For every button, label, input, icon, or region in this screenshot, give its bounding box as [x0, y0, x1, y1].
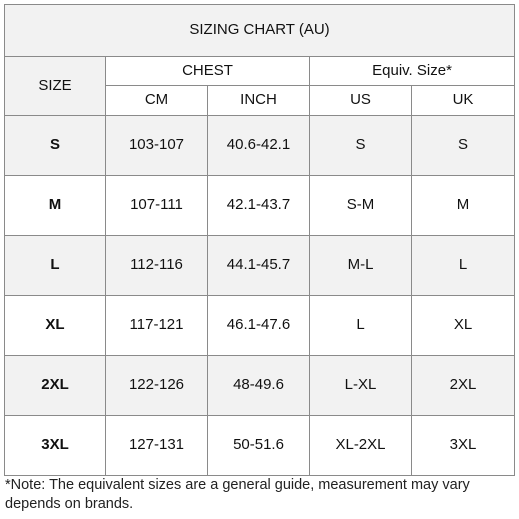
- size-cell: 3XL: [5, 416, 106, 476]
- chest-group-header: CHEST: [106, 57, 310, 86]
- cm-column-header: CM: [106, 86, 208, 116]
- uk-cell: XL: [412, 296, 515, 356]
- us-cell: S-M: [310, 176, 412, 236]
- size-cell: XL: [5, 296, 106, 356]
- table-row: [5, 116, 515, 176]
- equiv-size-group-header: Equiv. Size*: [310, 57, 515, 86]
- us-column-header: US: [310, 86, 412, 116]
- cm-cell: 103-107: [106, 116, 208, 176]
- inch-column-header: INCH: [208, 86, 310, 116]
- uk-cell: 2XL: [412, 356, 515, 416]
- inch-cell: 48-49.6: [208, 356, 310, 416]
- inch-cell: 42.1-43.7: [208, 176, 310, 236]
- sizing-chart: [4, 4, 514, 476]
- chart-title: SIZING CHART (AU): [5, 5, 515, 57]
- us-cell: L-XL: [310, 356, 412, 416]
- uk-column-header: UK: [412, 86, 515, 116]
- uk-cell: 3XL: [412, 416, 515, 476]
- cm-cell: 127-131: [106, 416, 208, 476]
- inch-cell: 50-51.6: [208, 416, 310, 476]
- inch-cell: 40.6-42.1: [208, 116, 310, 176]
- cm-cell: 107-111: [106, 176, 208, 236]
- table-row: [5, 236, 515, 296]
- uk-cell: M: [412, 176, 515, 236]
- sizing-note: *Note: The equivalent sizes are a general guide, measurement may vary depends on brands.: [5, 477, 470, 512]
- table-row: [5, 416, 515, 476]
- size-cell: 2XL: [5, 356, 106, 416]
- size-cell: M: [5, 176, 106, 236]
- size-column-header: SIZE: [5, 57, 106, 116]
- uk-cell: L: [412, 236, 515, 296]
- table-row: [5, 176, 515, 236]
- group-header-row: [5, 57, 515, 86]
- cm-cell: 117-121: [106, 296, 208, 356]
- inch-cell: 44.1-45.7: [208, 236, 310, 296]
- us-cell: L: [310, 296, 412, 356]
- sizing-table: [4, 4, 515, 476]
- size-cell: L: [5, 236, 106, 296]
- us-cell: XL-2XL: [310, 416, 412, 476]
- us-cell: S: [310, 116, 412, 176]
- size-cell: S: [5, 116, 106, 176]
- uk-cell: S: [412, 116, 515, 176]
- cm-cell: 122-126: [106, 356, 208, 416]
- us-cell: M-L: [310, 236, 412, 296]
- table-row: [5, 356, 515, 416]
- inch-cell: 46.1-47.6: [208, 296, 310, 356]
- cm-cell: 112-116: [106, 236, 208, 296]
- table-row: [5, 296, 515, 356]
- title-row: [5, 5, 515, 57]
